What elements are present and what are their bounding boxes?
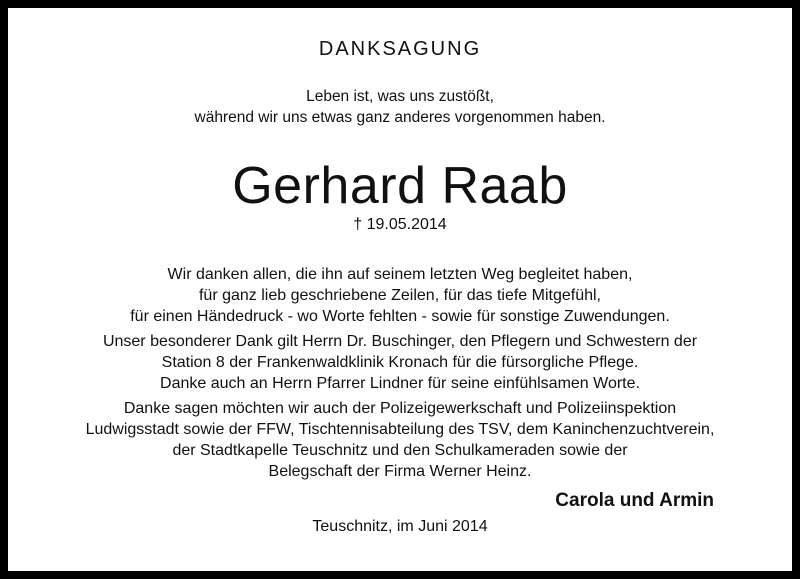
deceased-name: Gerhard Raab xyxy=(232,157,568,215)
death-date: † 19.05.2014 xyxy=(353,216,447,233)
thanks-line: Station 8 der Frankenwaldklinik Kronach für die fürsorgliche Pflege. xyxy=(161,354,639,371)
thanks-line: Belegschaft der Firma Werner Heinz. xyxy=(268,463,532,480)
obituary-card xyxy=(8,8,792,571)
motto-line-1: Leben ist, was uns zustößt, xyxy=(306,88,494,105)
signature: Carola und Armin xyxy=(555,490,714,511)
place-and-date: Teuschnitz, im Juni 2014 xyxy=(312,518,488,535)
thanks-line: Unser besonderer Dank gilt Herrn Dr. Buschinger, den Pflegern und Schwestern der xyxy=(102,333,698,350)
thanks-line: Danke auch an Herrn Pfarrer Lindner für seine einfühlsamen Worte. xyxy=(160,375,640,392)
notice-title: DANKSAGUNG xyxy=(318,38,482,60)
thanks-line: der Stadtkapelle Teuschnitz und den Schulkameraden sowie der xyxy=(172,442,628,459)
motto-line-2: während wir uns etwas ganz anderes vorgenommen haben. xyxy=(194,109,606,126)
thanks-line: für ganz lieb geschriebene Zeilen, für das tiefe Mitgefühl, xyxy=(198,287,601,304)
thanks-line: Danke sagen möchten wir auch der Polizeigewerkschaft und Polizeiinspektion xyxy=(123,400,677,417)
thanks-line: Wir danken allen, die ihn auf seinem letzten Weg begleitet haben, xyxy=(167,266,633,283)
thanks-line: Ludwigsstadt sowie der FFW, Tischtennisabteilung des TSV, dem Kaninchenzuchtverein, xyxy=(85,421,715,438)
thanks-line: für einen Händedruck - wo Worte fehlten - sowie für sonstige Zuwendungen. xyxy=(130,308,670,325)
